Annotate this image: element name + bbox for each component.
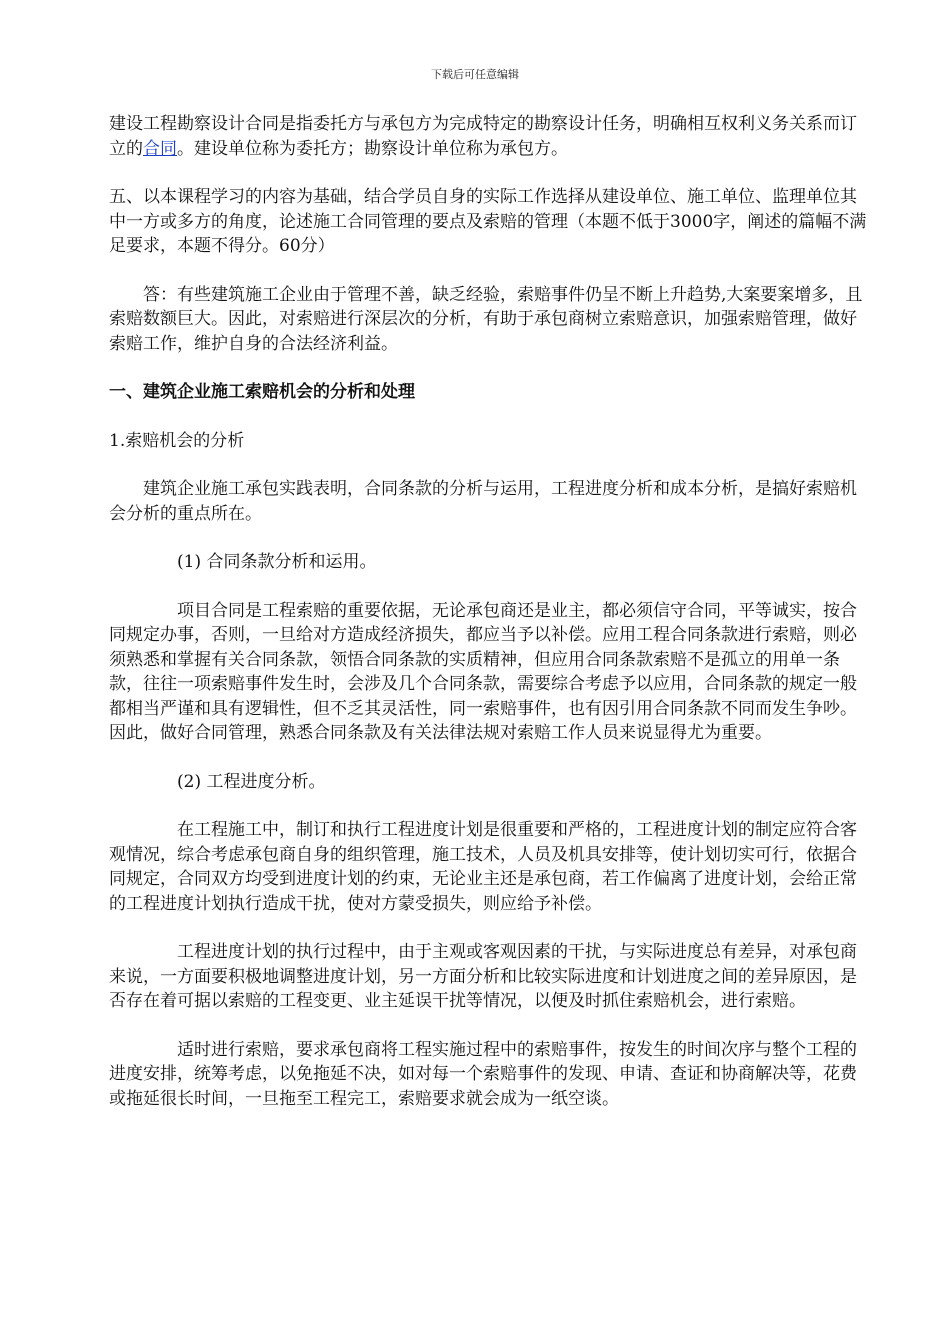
paragraph-definition-text: 建设工程勘察设计合同是指委托方与承包方为完成特定的勘察设计任务，明确相互权利义务关系而订立的 [109,114,857,159]
paragraph-practice: 建筑企业施工承包实践表明，合同条款的分析与运用，工程进度分析和成本分析，是搞好索赔机会分析的重点所在。 [109,479,857,524]
paragraph-definition-text-end: 。建设单位称为委托方；勘察设计单位称为承包方。 [177,138,568,159]
document-body [109,112,869,1135]
section-heading: 一、建筑企业施工索赔机会的分析和处理 [109,382,415,402]
paragraph-definition [109,112,869,161]
question-five: 五、以本课程学习的内容为基础，结合学员自身的实际工作选择从建设单位、施工单位、监理单位其中一方或多方的角度，论述施工合同管理的要点及索赔的管理（本题不低于3000字，阐述的篇幅不满足要求，本题不得分。60分） [109,187,867,256]
contract-link[interactable]: 合同 [143,138,177,159]
page-header: 下载后可任意编辑 [431,68,519,81]
paragraph-schedule-execution: 工程进度计划的执行过程中，由于主观或客观因素的干扰，与实际进度总有差异，对承包商来说，一方面要积极地调整进度计划，另一方面分析和比较实际进度和计划进度之间的差异原因，是否存在着可据以索赔的工程变更、业主延误干扰等情况，以便及时抓住索赔机会，进行索赔。 [109,942,857,1011]
subsection-title: 1.索赔机会的分析 [109,430,245,451]
paragraph-schedule: 在工程施工中，制订和执行工程进度计划是很重要和严格的，工程进度计划的制定应符合客观情况，综合考虑承包商自身的组织管理，施工技术，人员及机具安排等，使计划切实可行，依据合同规定，合同双方均受到进度计划的约束，无论业主还是承包商，若工作偏离了进度计划，会给正常的工程进度计划执行造成干扰，使对方蒙受损失，则应给予补偿。 [109,820,857,914]
paragraph-timely-claims: 适时进行索赔，要求承包商将工程实施过程中的索赔事件，按发生的时间次序与整个工程的进度安排，统筹考虑，以免拖延不决，如对每一个索赔事件的发现、申请、查证和协商解决等，花费或拖延很长时间，一旦拖至工程完工，索赔要求就会成为一纸空谈。 [109,1039,857,1109]
paragraph-contract-clauses: 项目合同是工程索赔的重要依据，无论承包商还是业主，都必须信守合同，平等诚实，按合同规定办事，否则，一旦给对方造成经济损失，都应当予以补偿。应用工程合同条款进行索赔，则必须熟悉和掌握有关合同条款，领悟合同条款的实质精神，但应用合同条款索赔不是孤立的用单一条款，往往一项索赔事件发生时，会涉及几个合同条款，需要综合考虑予以应用，合同条款的规定一般都相当严谨和具有逻辑性，但不乏其灵活性，同一索赔事件，也有因引用合同条款不同而发生争吵。因此，做好合同管理，熟悉合同条款及有关法律法规对索赔工作人员来说显得尤为重要。 [109,600,857,743]
item-one-title: (1) 合同条款分析和运用。 [177,552,377,572]
item-two-title: (2) 工程进度分析。 [177,771,326,792]
answer-intro: 答：有些建筑施工企业由于管理不善，缺乏经验，索赔事件仍呈不断上升趋势,大案要案增多，且索赔数额巨大。因此，对索赔进行深层次的分析，有助于承包商树立索赔意识，加强索赔管理，做好索赔工作，维护自身的合法经济利益。 [109,284,863,354]
